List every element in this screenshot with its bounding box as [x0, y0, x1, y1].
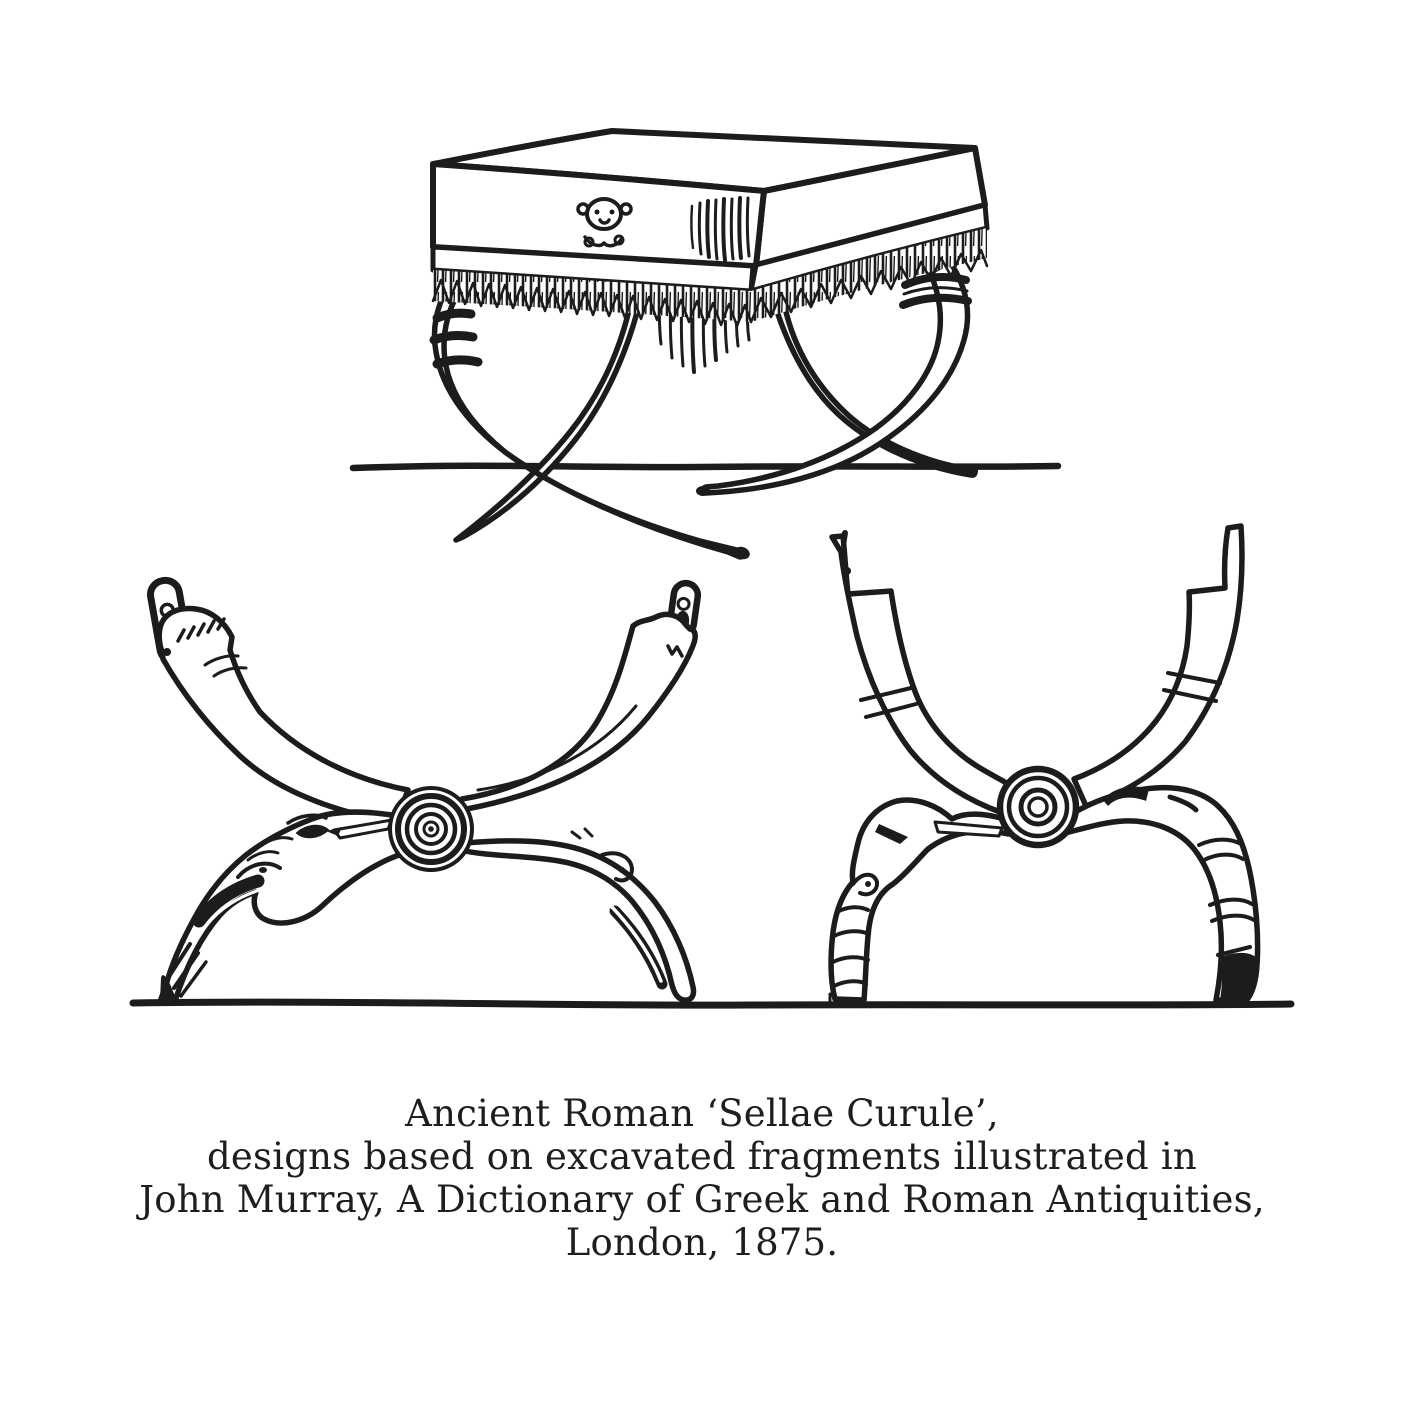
upper-left-arm: [159, 608, 408, 822]
central-boss-left: [390, 788, 472, 870]
upper-right-arm: [450, 614, 695, 812]
caption-line-1: Ancient Roman ‘Sellae Curule’,: [405, 1092, 999, 1135]
caption-line-4: London, 1875.: [565, 1221, 839, 1264]
caption-line-3: John Murray, A Dictionary of Greek and Roman Antiquities,: [139, 1178, 1265, 1221]
left-frame-fragment-figure: [148, 578, 699, 1001]
caption-line-2: designs based on excavated fragments illustrated in: [207, 1135, 1197, 1178]
curule-stool-figure: [353, 131, 1058, 575]
central-boss-right: [1000, 769, 1076, 845]
upper-right-horn: [1074, 526, 1242, 806]
right-frame-fragment-figure: [830, 526, 1258, 1003]
ground-line-bottom: [133, 1002, 1291, 1005]
upper-left-horn: [832, 536, 1012, 812]
caption: [0, 1092, 1404, 1264]
